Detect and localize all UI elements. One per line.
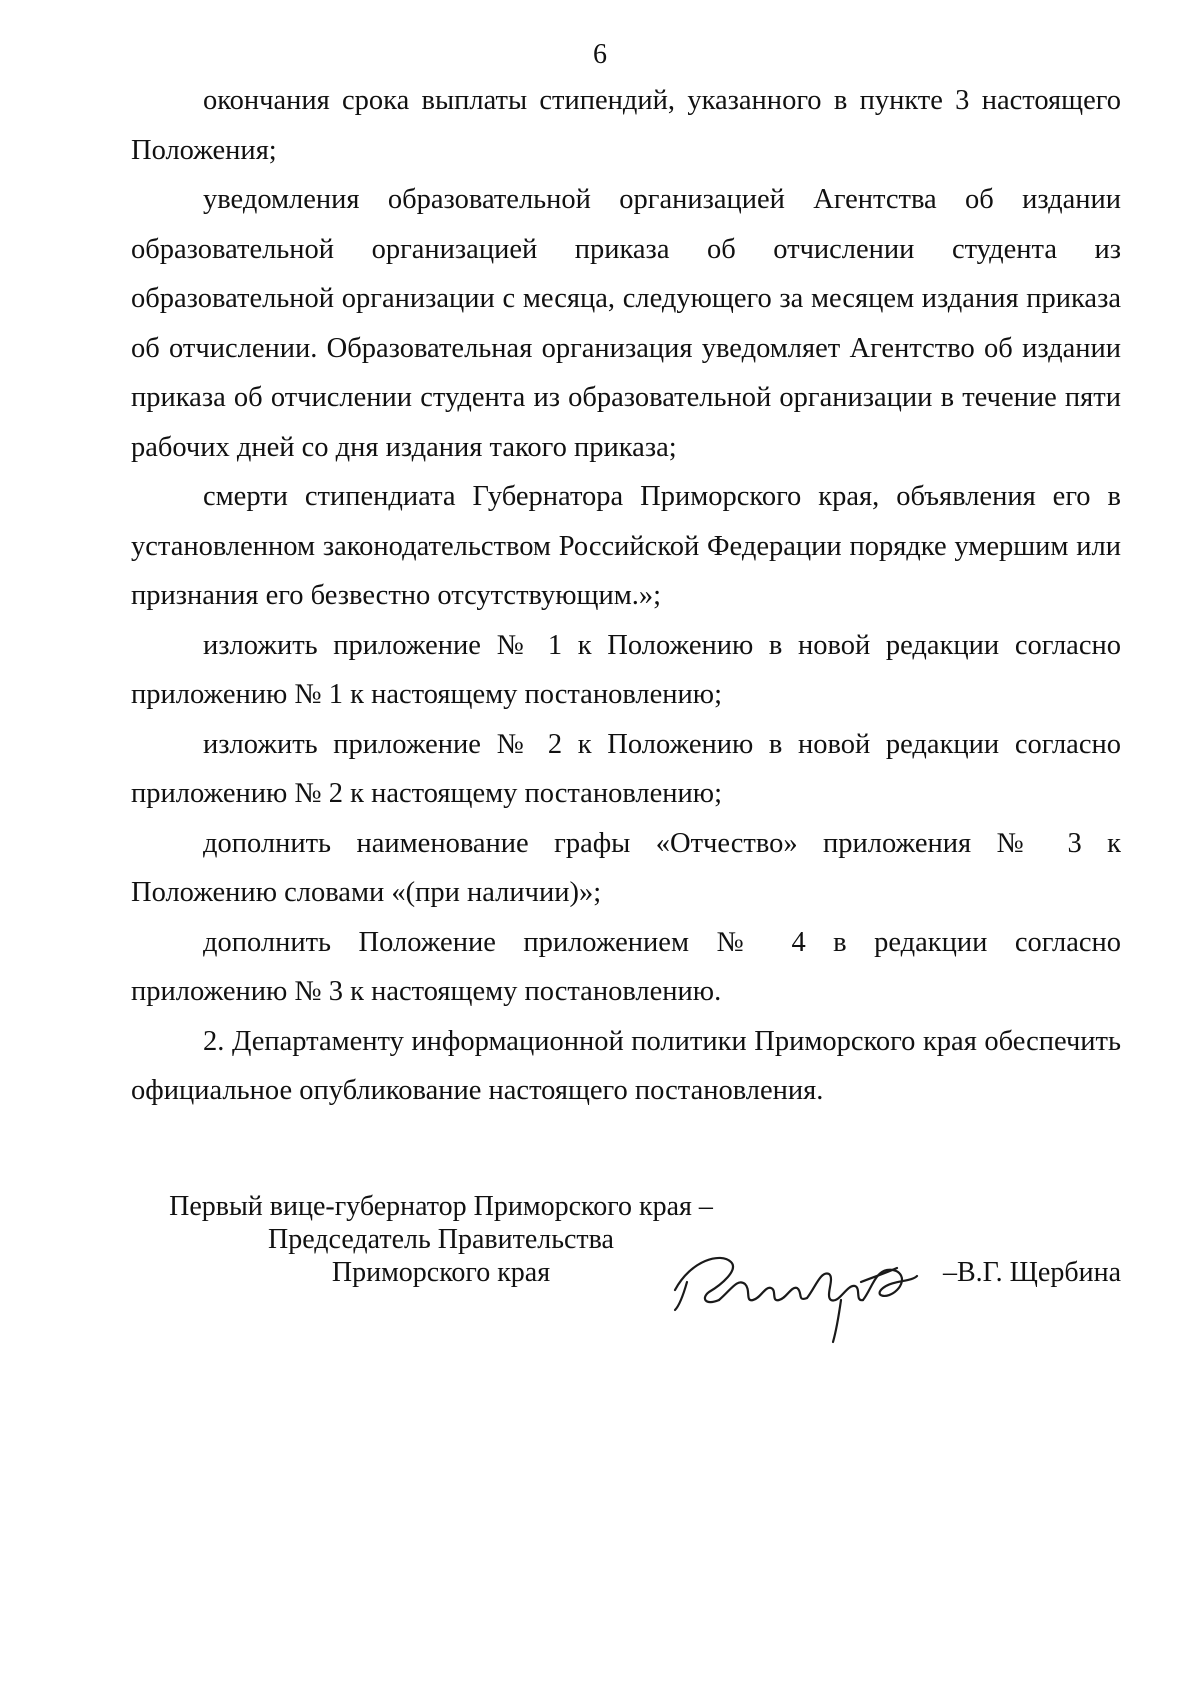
signature-block	[131, 1190, 1121, 1310]
paragraph-death-of-recipient: смерти стипендиата Губернатора Приморского края, объявления его в установленном законодательством Российской Федерации порядке умершим или признания его безвестно отсутствующим.»;	[131, 481, 1121, 611]
paragraph-appendix-2: изложить приложение № 2 к Положению в новой редакции согласно приложению № 2 к настоящему постановлению;	[131, 728, 1121, 809]
signatory-title	[131, 1190, 751, 1289]
paragraph-appendix-4: дополнить Положение приложением № 4 в редакции согласно приложению № 3 к настоящему постановлению.	[131, 926, 1121, 1007]
page-number: 6	[593, 39, 607, 70]
paragraph-publication: 2. Департаменту информационной политики Приморского края обеспечить официальное опубликование настоящего постановления.	[131, 1025, 1121, 1106]
paragraph-appendix-1: изложить приложение № 1 к Положению в новой редакции согласно приложению № 1 к настоящему постановлению;	[131, 629, 1121, 710]
signatory-name-text: В.Г. Щербина	[956, 1257, 1121, 1288]
signatory-title-line-1: Первый вице-губернатор Приморского края –	[169, 1191, 713, 1222]
signatory-title-line-3: Приморского края	[331, 1257, 551, 1288]
document-body	[131, 76, 1121, 1116]
paragraph-expulsion-notice: уведомления образовательной организацией Агентства об издании образовательной организацией приказа об отчислении студента из образовательной организации с месяца, следующего за месяцем издания приказа об отчислении. Образовательная организация уведомляет Агентство об издании приказа об отчислении студента из образовательной организации в течение пяти рабочих дней со дня издания такого приказа;	[131, 184, 1121, 463]
paragraph-appendix-3-patronymic: дополнить наименование графы «Отчество» приложения № 3 к Положению словами «(при наличии)»;	[131, 827, 1121, 908]
signatory-title-line-2: Председатель Правительства	[268, 1224, 614, 1255]
signature-dash: –	[942, 1257, 957, 1288]
handwritten-signature	[661, 1230, 951, 1350]
signatory-name	[943, 1256, 1121, 1289]
paragraph-scholarship-end: окончания срока выплаты стипендий, указанного в пункте 3 настоящего Положения;	[131, 85, 1121, 166]
